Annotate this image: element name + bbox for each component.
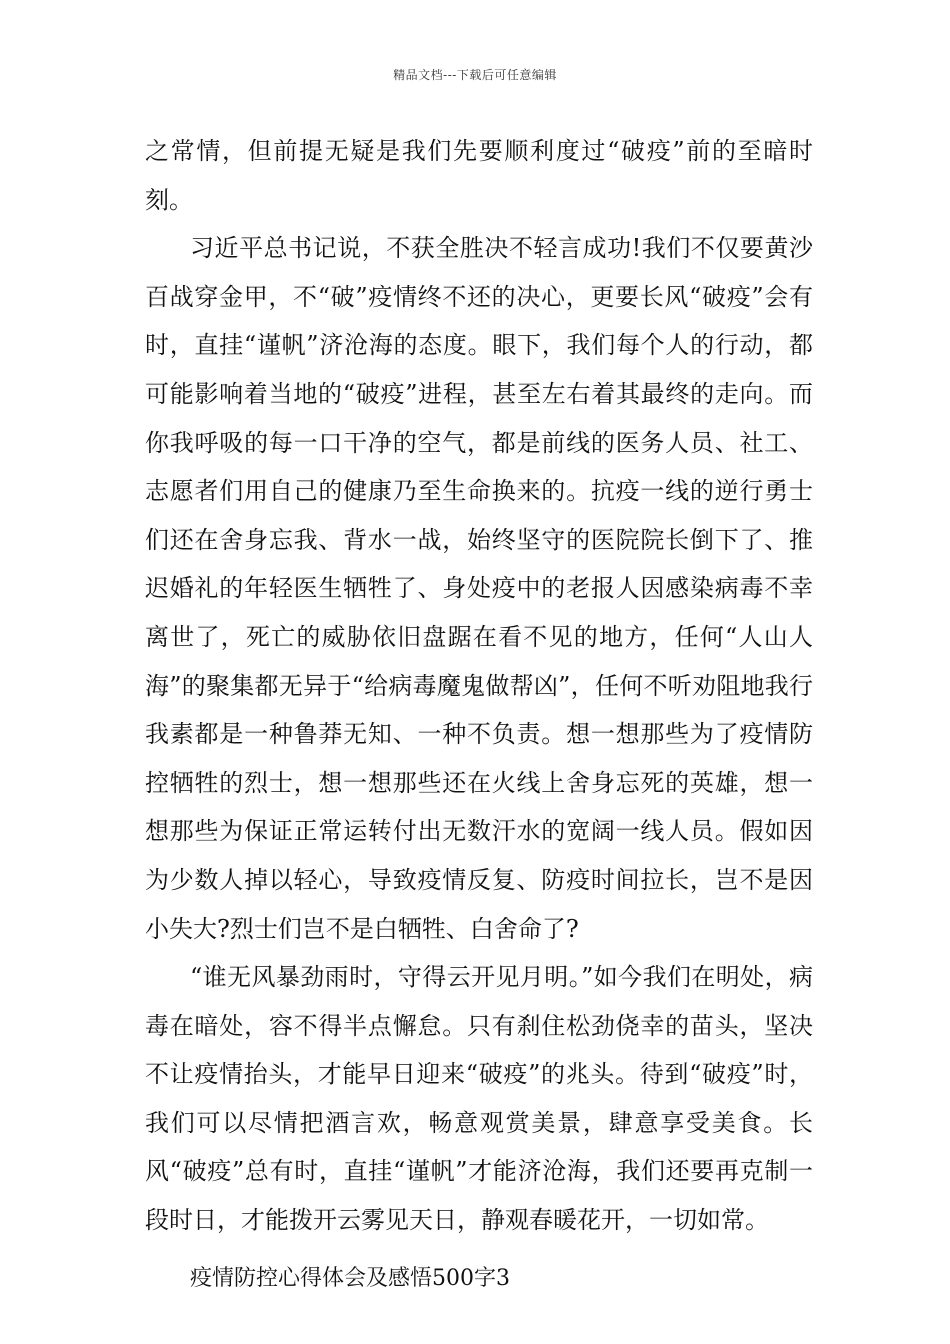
paragraph-main: 习近平总书记说，不获全胜决不轻言成功!我们不仅要黄沙百战穿金甲，不“破”疫情终不还的决心，更要长风“破疫”会有时，直挂“谨帆”济沧海的态度。眼下，我们每个人的行动，都可能影响着当地的“破疫”进程，甚至左右着其最终的走向。而你我呼吸的每一口干净的空气，都是前线的医务人员、社工、志愿者们用自己的健康乃至生命换来的。抗疫一线的逆行勇士们还在舍身忘我、背水一战，始终坚守的医院院长倒下了、推迟婚礼的年轻医生牺牲了、身处疫中的老报人因感染病毒不幸离世了，死亡的威胁依旧盘踞在看不见的地方，任何“人山人海”的聚集都无异于“给病毒魔鬼做帮凶”，任何不听劝阻地我行我素都是一种鲁莽无知、一种不负责。想一想那些为了疫情防控牺牲的烈士，想一想那些还在火线上舍身忘死的英雄，想一想那些为保证正常运转付出无数汗水的宽阔一线人员。假如因为少数人掉以轻心，导致疫情反复、防疫时间拉长，岂不是因小失大?烈士们岂不是白牺牲、白舍命了? [145,234,813,943]
paragraph-continuation: 之常情，但前提无疑是我们先要顺利度过“破疫”前的至暗时刻。 [145,137,813,214]
document-body [145,127,813,1303]
page-header: 精品文档---下载后可任意编辑 [393,68,557,82]
section-heading: 疫情防控心得体会及感悟500字3 [190,1265,510,1291]
paragraph-closing: “谁无风暴劲雨时，守得云开见月明。”如今我们在明处，病毒在暗处，容不得半点懈怠。只有刹住松劲侥幸的苗头，坚决不让疫情抬头，才能早日迎来“破疫”的兆头。待到“破疫”时，我们可以尽情把酒言欢，畅意观赏美景，肆意享受美食。长风“破疫”总有时，直挂“谨帆”才能济沧海，我们还要再克制一段时日，才能拨开云雾见天日，静观春暖花开，一切如常。 [145,963,813,1235]
